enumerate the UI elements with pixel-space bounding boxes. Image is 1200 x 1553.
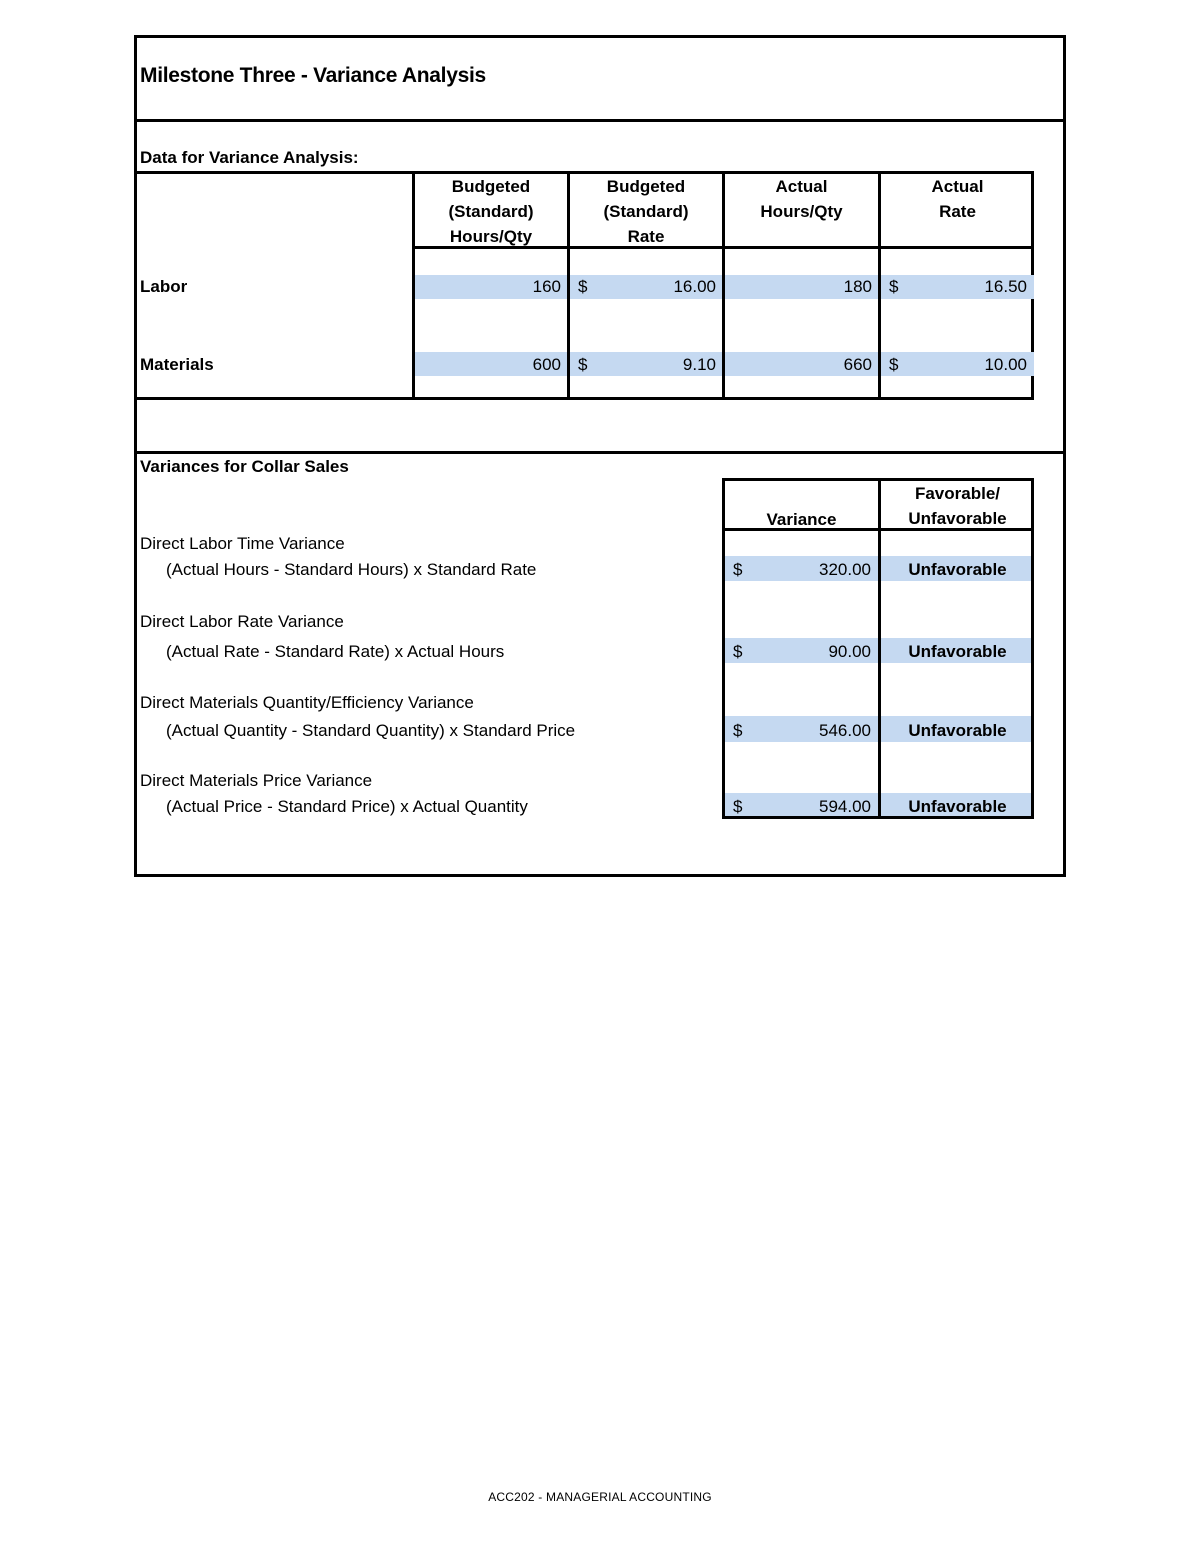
variance-section-heading: Variances for Collar Sales bbox=[140, 457, 349, 476]
row-label-labor: Labor bbox=[140, 277, 188, 296]
header-actual-rate: Actual Rate bbox=[931, 177, 984, 221]
header-favorable: Favorable/ Unfavorable bbox=[908, 484, 1007, 528]
variance-formula: (Actual Rate - Standard Rate) x Actual Hours bbox=[166, 642, 505, 661]
row-label-materials: Materials bbox=[140, 355, 214, 374]
labor-budget-qty: 160 bbox=[532, 277, 561, 296]
variance-name: Direct Labor Rate Variance bbox=[140, 612, 344, 631]
currency-symbol: $ bbox=[889, 355, 899, 374]
variance-status: Unfavorable bbox=[908, 642, 1007, 661]
materials-actual-rate: 10.00 bbox=[984, 355, 1027, 374]
variance-status: Unfavorable bbox=[908, 560, 1007, 579]
page-footer: ACC202 - MANAGERIAL ACCOUNTING bbox=[488, 1490, 712, 1504]
variance-name: Direct Materials Price Variance bbox=[140, 771, 373, 790]
variance-formula: (Actual Hours - Standard Hours) x Standard Rate bbox=[166, 560, 537, 579]
variance-amount: 546.00 bbox=[819, 721, 871, 740]
currency-symbol: $ bbox=[733, 642, 743, 661]
variance-name: Direct Materials Quantity/Efficiency Variance bbox=[140, 693, 474, 712]
header-variance: Variance bbox=[766, 510, 837, 529]
divider bbox=[134, 451, 1066, 454]
currency-symbol: $ bbox=[578, 277, 588, 296]
variance-formula: (Actual Quantity - Standard Quantity) x Standard Price bbox=[166, 721, 576, 740]
currency-symbol: $ bbox=[733, 560, 743, 579]
data-section-heading: Data for Variance Analysis: bbox=[140, 148, 359, 167]
materials-budget-rate: 9.10 bbox=[682, 355, 716, 374]
header-budgeted-hours: Budgeted (Standard) Hours/Qty bbox=[448, 177, 534, 246]
labor-budget-rate: 16.00 bbox=[673, 277, 716, 296]
variance-amount: 594.00 bbox=[819, 797, 871, 816]
variance-amount: 320.00 bbox=[819, 560, 871, 579]
header-budgeted-rate: Budgeted (Standard) Rate bbox=[603, 177, 689, 246]
variance-status: Unfavorable bbox=[908, 797, 1007, 816]
labor-actual-rate: 16.50 bbox=[984, 277, 1027, 296]
currency-symbol: $ bbox=[733, 797, 743, 816]
variance-status: Unfavorable bbox=[908, 721, 1007, 740]
currency-symbol: $ bbox=[889, 277, 899, 296]
divider bbox=[134, 119, 1066, 122]
variance-amount: 90.00 bbox=[828, 642, 871, 661]
header-actual-hours: Actual Hours/Qty bbox=[760, 177, 843, 221]
materials-budget-qty: 600 bbox=[532, 355, 561, 374]
currency-symbol: $ bbox=[578, 355, 588, 374]
materials-actual-qty: 660 bbox=[843, 355, 872, 374]
variance-name: Direct Labor Time Variance bbox=[140, 534, 345, 553]
labor-actual-qty: 180 bbox=[843, 277, 872, 296]
currency-symbol: $ bbox=[733, 721, 743, 740]
page-title: Milestone Three - Variance Analysis bbox=[140, 64, 486, 87]
variance-formula: (Actual Price - Standard Price) x Actual Quantity bbox=[166, 797, 528, 816]
